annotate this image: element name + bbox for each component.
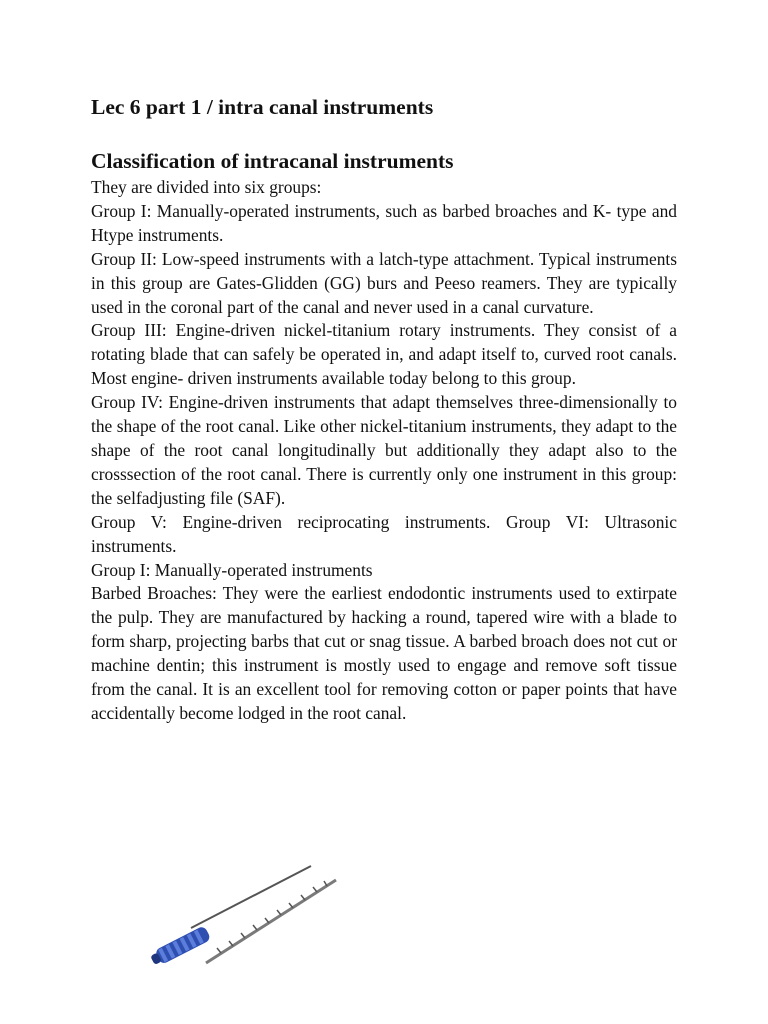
barbs: [217, 881, 327, 953]
group-2-paragraph: Group II: Low-speed instruments with a latch-type attachment. Typical instruments in this group are Gates-Glidden (GG) burs and Peeso reamers. They are typically used in the coronal part of the canal and never used in a canal curvature.: [91, 248, 677, 317]
barbed-broach-illustration: [151, 818, 351, 976]
barbed-broaches-paragraph: Barbed Broaches: They were the earliest endodontic instruments used to extirpate the pulp. They are manufactured by hacking a round, tapered wire with a blade to form sharp, projecting barbs that cut or snag tissue. A barbed broach does not cut or machine dentin; this instrument is mostly used to engage and remove soft tissue from the canal. It is an excellent tool for removing cotton or paper points that have accidentally become lodged in the root canal.: [91, 583, 677, 723]
lecture-title: Lec 6 part 1 / intra canal instruments: [91, 95, 434, 119]
section-heading: Classification of intracanal instruments: [91, 149, 454, 173]
group-4-paragraph: Group IV: Engine-driven instruments that adapt themselves three-dimensionally to the shape of the root canal. Like other nickel-titanium instruments, they adapt to the shape of the root canal longitudinally but additionally they adapt also to the crosssection of the root canal. There is currently only one instrument in this group: the selfadjusting file (SAF).: [91, 392, 677, 508]
group-1-subheading: Group I: Manually-operated instruments: [91, 559, 373, 580]
group-1-paragraph: Group I: Manually-operated instruments, such as barbed broaches and K- type and Htype instruments.: [91, 200, 677, 245]
document-page: [91, 92, 677, 726]
barbed-broach-image: [151, 818, 351, 976]
broach-shaft: [191, 866, 311, 928]
group-3-paragraph: Group III: Engine-driven nickel-titanium rotary instruments. They consist of a rotating blade that can safely be operated in, and adapt itself to, curved root canals. Most engine- driven instruments available today belong to this group.: [91, 320, 677, 389]
barbed-wire: [206, 880, 336, 963]
intro-paragraph: They are divided into six groups:: [91, 177, 322, 197]
broach-handle: [151, 925, 211, 967]
group-5-6-paragraph: Group V: Engine-driven reciprocating instruments. Group VI: Ultrasonic instruments.: [91, 511, 677, 556]
